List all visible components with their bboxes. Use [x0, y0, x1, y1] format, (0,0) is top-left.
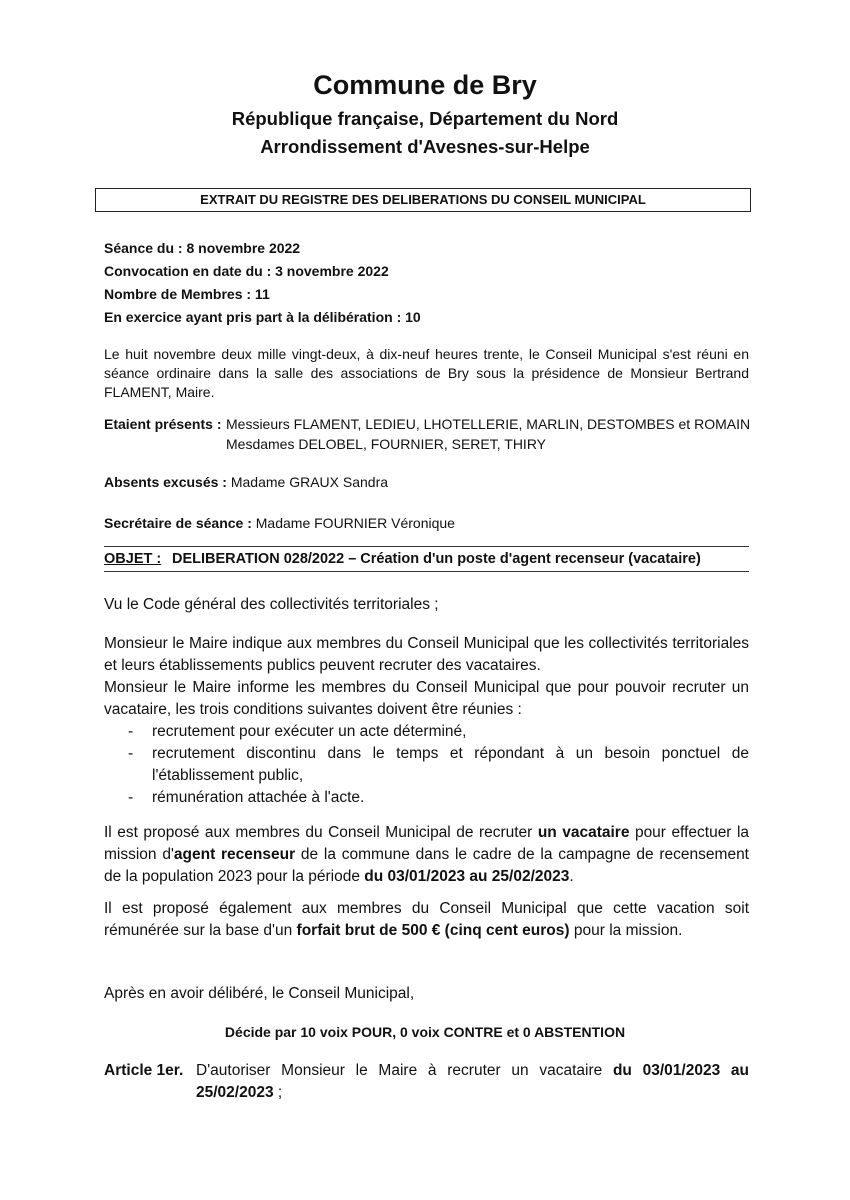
p3-agent-recenseur: agent recenseur [173, 846, 296, 863]
absents-value: Madame GRAUX Sandra [230, 474, 389, 490]
condition-item: - recrutement pour exécuter un acte déterminé, [104, 721, 749, 743]
paragraph-3 [104, 822, 749, 888]
paragraph-2: Monsieur le Maire informe les membres du Conseil Municipal que pour pouvoir recruter un vacataire, les trois conditions suivantes doivent être réunies : [104, 679, 749, 718]
commune-title: Commune de Bry [313, 70, 537, 100]
conditions-list [104, 721, 749, 809]
objet-label: OBJET : [104, 551, 162, 567]
seance-date: Séance du : 8 novembre 2022 [104, 240, 301, 256]
absents-label: Absents excusés : [104, 474, 227, 490]
presents-messieurs: Messieurs FLAMENT, LEDIEU, LHOTELLERIE, MARLIN, DESTOMBES et ROMAIN [226, 416, 751, 432]
article-dates: du 03/01/2023 au 25/02/2023 [196, 1062, 749, 1101]
intro-paragraph [104, 345, 749, 402]
p3-text-g: . [569, 868, 574, 885]
p3-periode: du 03/01/2023 au 25/02/2023 [364, 868, 570, 885]
paragraph-1: Monsieur le Maire indique aux membres du Conseil Municipal que les collectivités territoriales et leurs établissements publics peuvent recruter des vacataires. [104, 635, 749, 674]
article-text-c: ; [273, 1084, 283, 1101]
apres-text: Après en avoir délibéré, le Conseil Municipal, [104, 985, 415, 1002]
p4-forfait: forfait brut de 500 € (cinq cent euros) [296, 922, 570, 939]
body-vu [104, 594, 749, 616]
en-exercice: En exercice ayant pris part à la délibération : 10 [104, 309, 421, 325]
article-1 [104, 1060, 749, 1104]
article-text-a: D'autoriser Monsieur le Maire à recruter un vacataire [196, 1062, 613, 1079]
nombre-membres: Nombre de Membres : 11 [104, 286, 270, 302]
secretaire-label: Secrétaire de séance : [104, 515, 252, 531]
secretaire-value: Madame FOURNIER Véronique [255, 515, 455, 531]
secretaire-row [104, 515, 455, 531]
condition-item: - recrutement discontinu dans le temps et répondant à un besoin ponctuel de l'établissement public, [104, 743, 749, 787]
absents-row [104, 474, 388, 490]
p4-text-a: Il est proposé également aux membres du Conseil Municipal que cette vacation soit rémunérée sur la base d'un [104, 900, 749, 939]
p3-vacataire: un vacataire [537, 824, 630, 841]
intro-text: Le huit novembre deux mille vingt-deux, à dix-neuf heures trente, le Conseil Municipal s'est réuni en séance ordinaire dans la salle des associations de Bry sous la présidence de Monsieur Bertrand FLAMENT, Maire. [104, 346, 749, 400]
p4-text-c: pour la mission. [569, 922, 683, 939]
p3-text-c: pour effectuer la mission d' [104, 824, 750, 863]
p3-text-e: de la commune dans le cadre de la campagne de recensement de la population 2023 pour la période [104, 846, 749, 885]
vote-result: Décide par 10 voix POUR, 0 voix CONTRE et 0 ABSTENTION [224, 1024, 626, 1040]
presents-label: Etaient présents : [104, 416, 222, 432]
p3-text-a: Il est proposé aux membres du Conseil Municipal de recruter [104, 824, 538, 841]
objet-bar [104, 546, 749, 572]
presents-row [104, 416, 751, 452]
body-section [104, 633, 749, 809]
paragraph-4 [104, 898, 749, 942]
arrondissement-line: Arrondissement d'Avesnes-sur-Helpe [260, 136, 590, 157]
convocation-date: Convocation en date du : 3 novembre 2022 [104, 263, 389, 279]
presents-mesdames: Mesdames DELOBEL, FOURNIER, SERET, THIRY [226, 436, 547, 452]
objet-value: DELIBERATION 028/2022 – Création d'un poste d'agent recenseur (vacataire) [172, 551, 701, 567]
article-label: Article 1er. [104, 1062, 184, 1079]
article-text [196, 1060, 749, 1104]
registre-box: EXTRAIT DU REGISTRE DES DELIBERATIONS DU CONSEIL MUNICIPAL [95, 188, 751, 212]
republique-line: République française, Département du Nord [231, 108, 619, 129]
condition-item: - rémunération attachée à l'acte. [104, 787, 749, 809]
vu-text: Vu le Code général des collectivités territoriales ; [104, 596, 439, 613]
apres-deliberation [104, 983, 749, 1005]
